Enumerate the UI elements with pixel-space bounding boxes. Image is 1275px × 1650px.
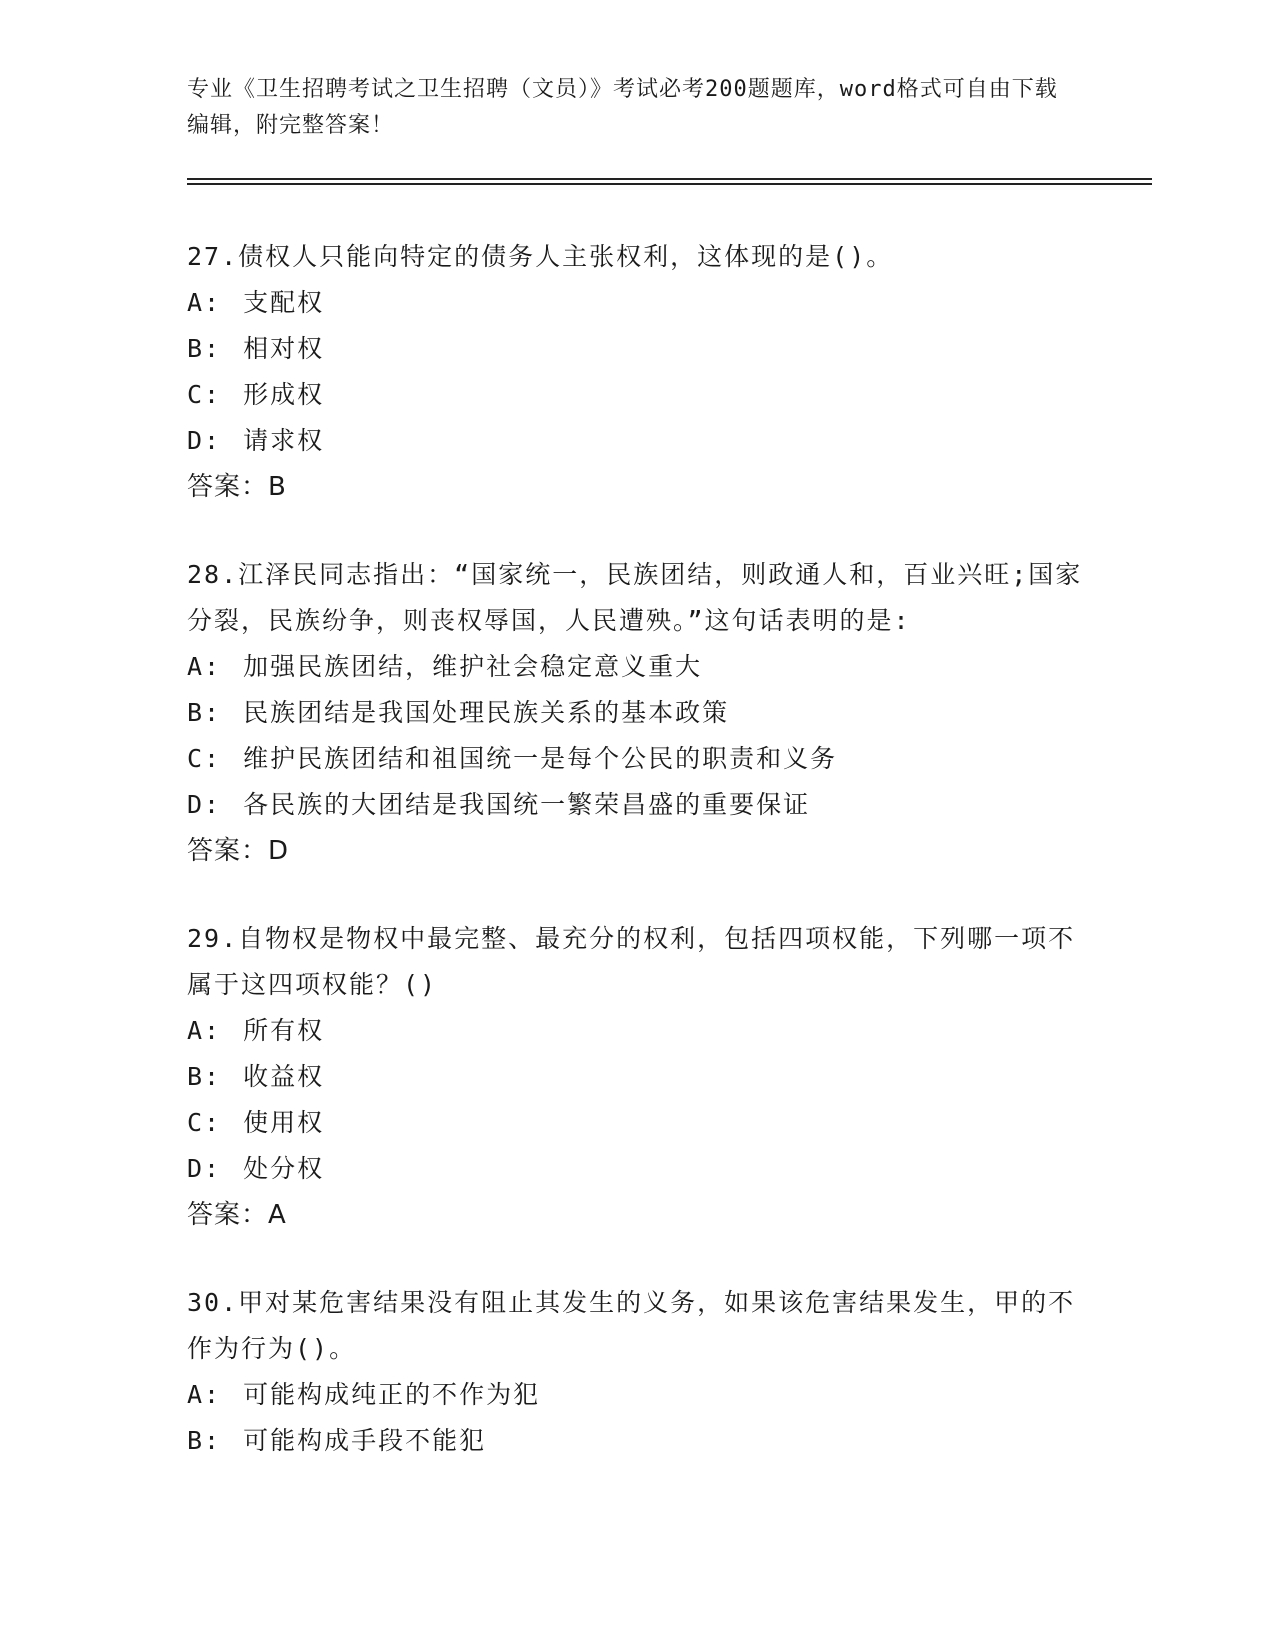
question-stem: 28.江泽民同志指出：“国家统一，民族团结，则政通人和，百业兴旺;国家分裂，民族纷争，则丧权辱国，人民遭殃。”这句话表明的是: (187, 560, 1083, 635)
question-stem: 30.甲对某危害结果没有阻止其发生的义务，如果该危害结果发生，甲的不作为行为()。 (187, 1288, 1076, 1363)
document-header (187, 72, 1077, 144)
option-letter: A: (187, 288, 222, 317)
option-letter: B: (187, 1062, 222, 1091)
option-text: 加强民族团结，维护社会稳定意义重大 (243, 652, 703, 681)
option-text: 相对权 (243, 334, 325, 363)
question-stem: 27.债权人只能向特定的债务人主张权利，这体现的是()。 (187, 242, 894, 271)
option-letter: B: (187, 1426, 222, 1455)
option-a (187, 1372, 1087, 1418)
option-b (187, 1054, 1087, 1100)
question-stem: 29.自物权是物权中最完整、最充分的权利，包括四项权能，下列哪一项不属于这四项权能？() (187, 924, 1076, 999)
option-a (187, 1008, 1087, 1054)
answer-label: 答案： (187, 836, 269, 866)
option-letter: C: (187, 1108, 222, 1137)
question-29 (187, 916, 1087, 1238)
option-letter: C: (187, 380, 222, 409)
answer-value: B (268, 472, 287, 502)
option-text: 收益权 (243, 1062, 325, 1091)
option-letter: A: (187, 1016, 222, 1045)
question-list (187, 234, 1087, 1506)
answer-line (187, 1192, 1087, 1238)
option-d (187, 782, 1087, 828)
option-text: 各民族的大团结是我国统一繁荣昌盛的重要保证 (243, 790, 811, 819)
option-c (187, 372, 1087, 418)
option-d (187, 418, 1087, 464)
option-d (187, 1146, 1087, 1192)
option-text: 处分权 (243, 1154, 325, 1183)
answer-label: 答案： (187, 1200, 269, 1230)
option-text: 使用权 (243, 1108, 325, 1137)
option-letter: D: (187, 790, 222, 819)
option-text: 可能构成手段不能犯 (243, 1426, 487, 1455)
option-b (187, 1418, 1087, 1464)
option-text: 维护民族团结和祖国统一是每个公民的职责和义务 (243, 744, 838, 773)
option-text: 支配权 (243, 288, 325, 317)
option-text: 形成权 (243, 380, 325, 409)
option-text: 可能构成纯正的不作为犯 (243, 1380, 541, 1409)
answer-value: A (268, 1200, 287, 1230)
option-b (187, 326, 1087, 372)
option-letter: D: (187, 426, 222, 455)
question-30 (187, 1280, 1087, 1464)
option-a (187, 644, 1087, 690)
answer-line (187, 464, 1087, 510)
option-c (187, 1100, 1087, 1146)
question-28 (187, 552, 1087, 874)
answer-value: D (268, 836, 290, 866)
option-a (187, 280, 1087, 326)
option-letter: B: (187, 334, 222, 363)
option-letter: A: (187, 652, 222, 681)
option-letter: D: (187, 1154, 222, 1183)
option-text: 所有权 (243, 1016, 325, 1045)
option-letter: B: (187, 698, 222, 727)
header-divider-double (187, 183, 1152, 185)
option-b (187, 690, 1087, 736)
header-divider (187, 178, 1152, 180)
option-text: 民族团结是我国处理民族关系的基本政策 (243, 698, 730, 727)
option-text: 请求权 (243, 426, 325, 455)
option-c (187, 736, 1087, 782)
answer-line (187, 828, 1087, 874)
question-27 (187, 234, 1087, 510)
header-description: 专业《卫生招聘考试之卫生招聘（文员）》考试必考200题题库，word格式可自由下载编辑，附完整答案！ (187, 77, 1058, 138)
option-letter: A: (187, 1380, 222, 1409)
answer-label: 答案： (187, 472, 269, 502)
option-letter: C: (187, 744, 222, 773)
